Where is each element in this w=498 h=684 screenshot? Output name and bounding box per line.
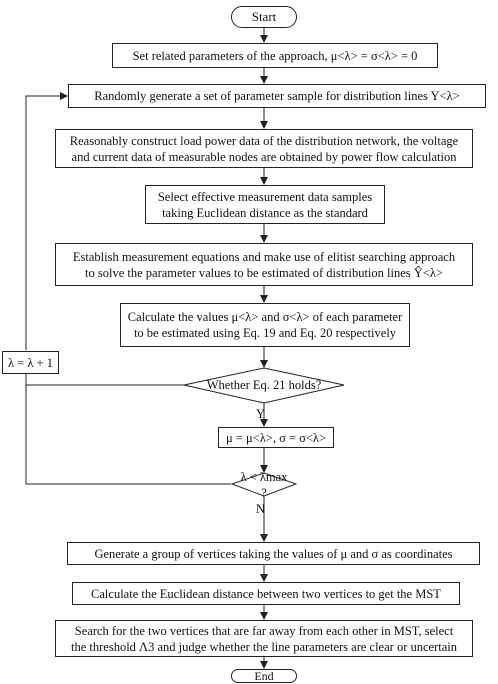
assign-mu-sigma-box: μ = μ<λ>, σ = σ<λ>: [218, 427, 334, 448]
calculate-values-box: Calculate the values μ<λ> and σ<λ> of each parameter to be estimated using Eq. 19 and Eq. 20 respectively: [120, 303, 410, 347]
establish-equations-box: Establish measurement equations and make use of elitist searching approach to solve the parameter values to be estimated of distribution lines Ŷ<λ>: [55, 243, 473, 286]
decision1-label: Whether Eq. 21 holds?: [206, 378, 322, 392]
lambda-increment-box: λ = λ + 1: [2, 351, 59, 374]
feedback-decision1-no: [26, 374, 184, 385]
generate-vertices-box: Generate a group of vertices taking the values of μ and σ as coordinates: [67, 542, 480, 565]
random-sample-box: Randomly generate a set of parameter sample for distribution lines Y<λ>: [68, 84, 486, 108]
end-terminal: End: [231, 669, 297, 683]
init-parameters-box: Set related parameters of the approach, μ<λ> = σ<λ> = 0: [112, 43, 438, 68]
no-label: N: [256, 502, 266, 516]
yes-label: Y: [256, 407, 266, 421]
load-power-box: Reasonably construct load power data of the distribution network, the voltage and current data of measurable nodes are obtained by power flow calculation: [55, 129, 473, 168]
calculate-mst-box: Calculate the Euclidean distance between two vertices to get the MST: [72, 582, 460, 605]
search-vertices-box: Search for the two vertices that are far away from each other in MST, select the threshold Λ3 and judge whether the line parameters are clear or uncertain: [55, 620, 473, 657]
start-terminal: Start: [231, 6, 297, 28]
decision2-label: λ < λmax ?: [240, 470, 288, 500]
select-samples-box: Select effective measurement data samples taking Euclidean distance as the standard: [145, 185, 385, 224]
